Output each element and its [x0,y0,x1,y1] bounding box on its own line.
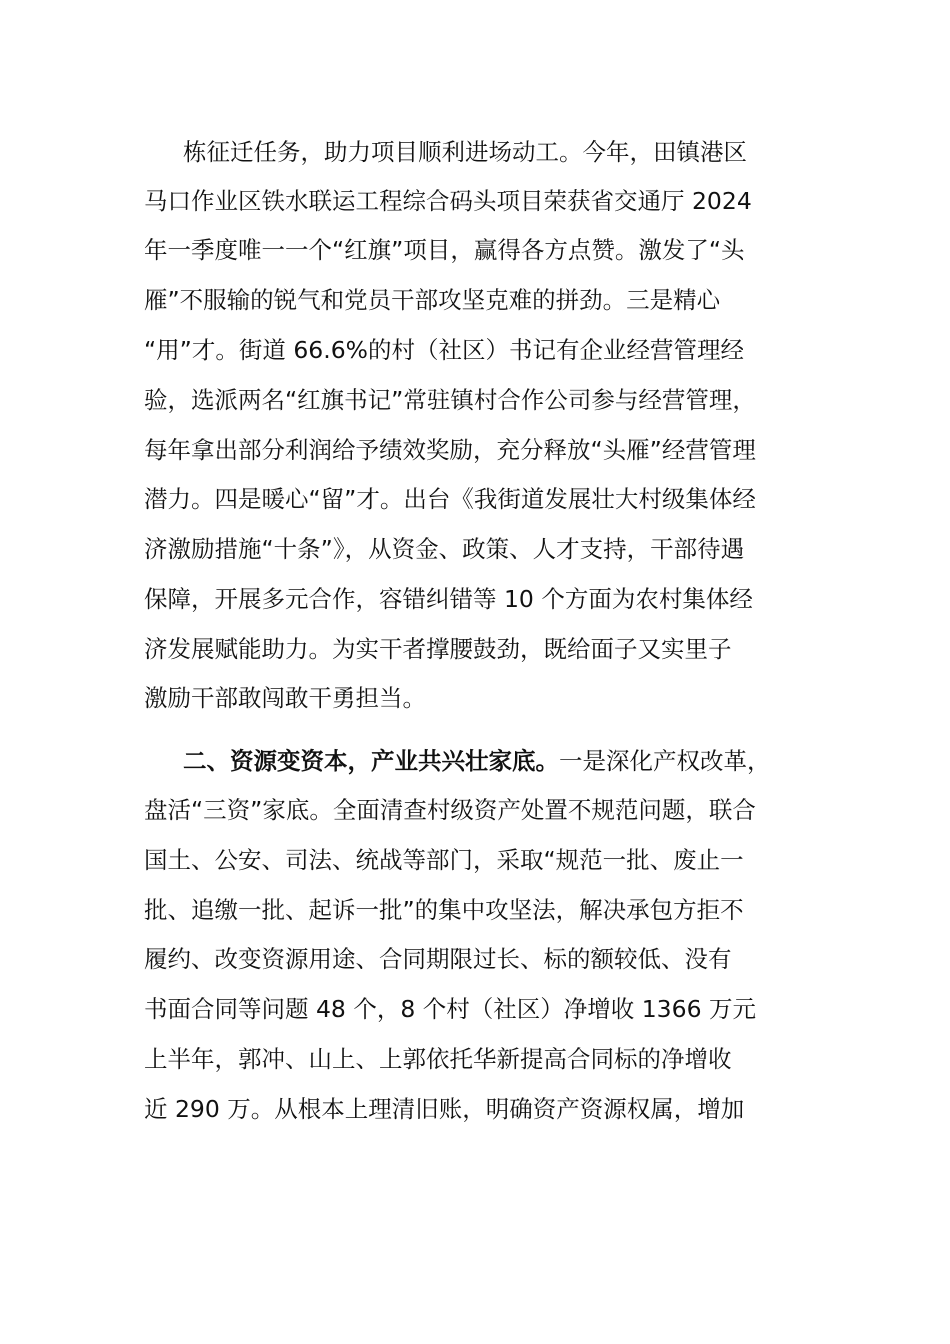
section-heading: 二、资源变资本，产业共兴壮家底。 [183,747,559,775]
text-line: “用”才。街道 66.6%的村（社区）书记有企业经营管理经 [144,336,744,364]
section-heading-line [183,743,771,779]
text-line: 批、追缴一批、起诉一批”的集中攻坚法，解决承包方拒不 [144,896,744,924]
text-line: 马口作业区铁水联运工程综合码头项目荣获省交通厅 2024 [144,187,752,215]
text-line: 上半年，郭冲、山上、上郭依托华新提高合同标的净增收 [144,1045,732,1073]
text-line: 济发展赋能助力。为实干者撑腰鼓劲，既给面子又实里子 [144,635,732,663]
text-line: 栋征迁任务，助力项目顺利进场动工。今年，田镇港区 [183,138,747,166]
text-line: 济激励措施“十条”》，从资金、政策、人才支持，干部待遇 [144,535,745,563]
text-line: 保障，开展多元合作，容错纠错等 10 个方面为农村集体经 [144,585,753,613]
text-line: 履约、改变资源用途、合同期限过长、标的额较低、没有 [144,945,732,973]
text-line: 国土、公安、司法、统战等部门，采取“规范一批、废止一 [144,846,744,874]
text-line: 潜力。四是暖心“留”才。出台《我街道发展壮大村级集体经 [144,485,756,513]
text-line: 近 290 万。从根本上理清旧账，明确资产资源权属，增加 [144,1095,745,1123]
text-line: 书面合同等问题 48 个，8 个村（社区）净增收 1366 万元 [144,995,757,1023]
text-run: 一是深化产权改革， [559,747,771,775]
text-line: 每年拿出部分利润给予绩效奖励，充分释放“头雁”经营管理 [144,436,756,464]
text-line: 雁”不服输的锐气和党员干部攻坚克难的拼劲。三是精心 [144,286,721,314]
text-line: 激励干部敢闯敢干勇担当。 [144,684,426,712]
text-line: 验，选派两名“红旗书记”常驻镇村合作公司参与经营管理， [144,386,756,414]
text-line: 年一季度唯一一个“红旗”项目，赢得各方点赞。激发了“头 [144,236,745,264]
text-line: 盘活“三资”家底。全面清查村级资产处置不规范问题，联合 [144,796,756,824]
